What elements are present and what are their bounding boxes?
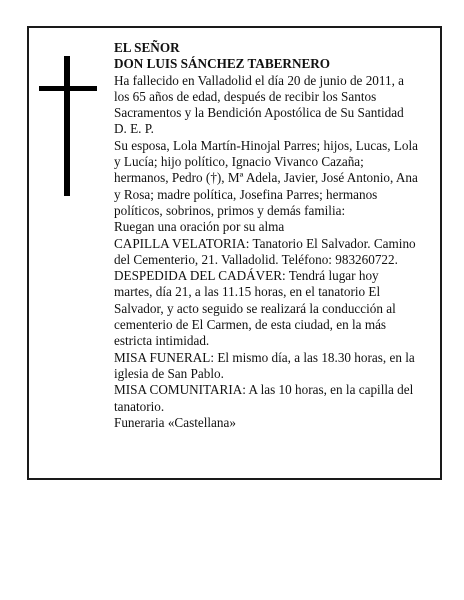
latin-cross-icon — [39, 56, 97, 196]
family-list: Su esposa, Lola Martín-Hinojal Parres; hijos, Lucas, Lola y Lucía; hijo político, Ignacio Vivanco Cazaña; hermanos, Pedro (†), Mª Adela, Javier, José Antonio, Ana y Rosa; madre política, Josefina Parres; hermanos políticos, sobrinos, primos y demás familia: — [114, 137, 418, 218]
community-mass-info: MISA COMUNITARIA: A las 10 horas, en la capilla del tanatorio. — [114, 382, 414, 414]
funeral-mass-info: MISA FUNERAL: El mismo día, a las 18.30 horas, en la iglesia de San Pablo. — [114, 349, 415, 381]
cross-vertical-bar — [64, 56, 70, 196]
death-announcement: Ha fallecido en Valladolid el día 20 de junio de 2011, a los 65 años de edad, después de recibir los Santos Sacramentos y la Bendición Apostólica de Su Santidad — [114, 72, 405, 121]
notice-heading-title: EL SEÑOR — [114, 40, 180, 55]
funeral-home: Funeraria «Castellana» — [114, 414, 236, 430]
rip-line: D. E. P. — [114, 121, 154, 137]
notice-heading-name: DON LUIS SÁNCHEZ TABERNERO — [114, 56, 331, 72]
prayer-request: Ruegan una oración por su alma — [114, 219, 285, 235]
farewell-info: DESPEDIDA DEL CADÁVER: Tendrá lugar hoy martes, día 21, a las 11.15 horas, en el tanatorio El Salvador, y acto seguido se realizará la conducción al cementerio de El Carmen, de esta ciudad, en la más estricta intimidad. — [114, 268, 396, 349]
notice-body — [114, 40, 420, 431]
chapel-info: CAPILLA VELATORIA: Tanatorio El Salvador. Camino del Cementerio, 21. Valladolid. Teléfono: 983260722. — [114, 235, 416, 267]
cross-horizontal-bar — [39, 86, 97, 91]
